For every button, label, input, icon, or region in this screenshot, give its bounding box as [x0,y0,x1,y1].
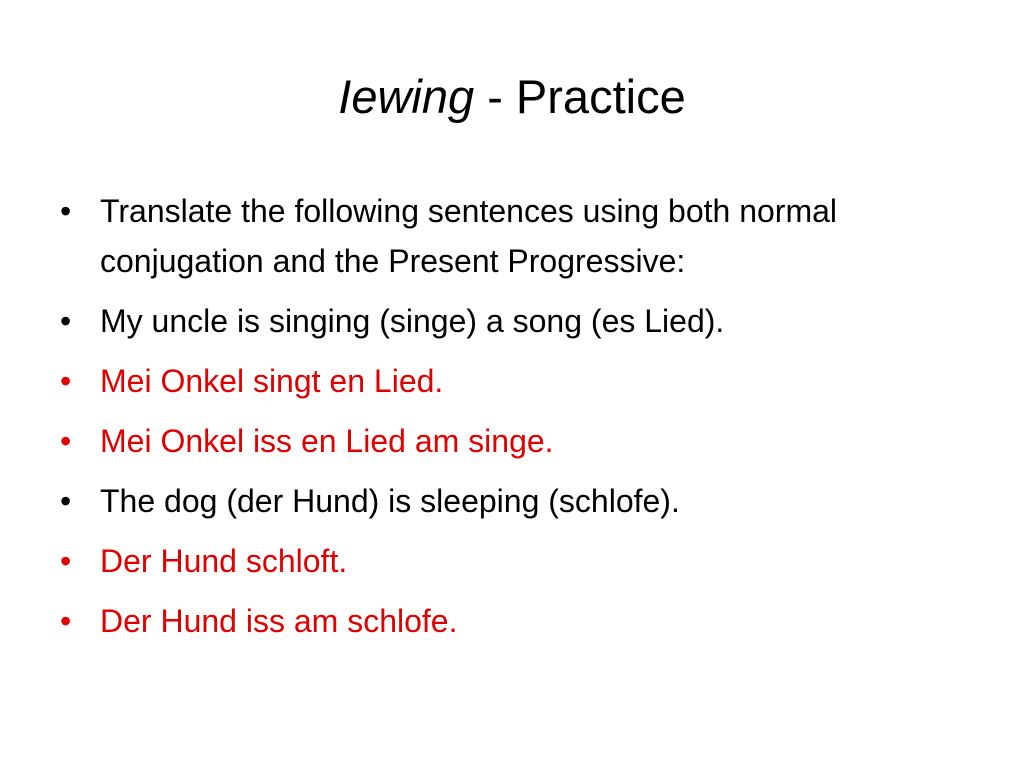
bullet-item-prompt-uncle [56,296,976,346]
bullet-item-instruction [56,186,976,286]
bullet-text: Mei Onkel singt en Lied. [100,363,444,399]
slide-title [0,62,1024,132]
bullet-text: Der Hund schloft. [100,543,348,579]
bullet-dot-icon: • [60,603,72,639]
bullet-dot-icon: • [60,423,72,459]
bullet-dot-icon: • [60,363,72,399]
bullet-item-answer-uncle-1 [56,356,976,406]
bullet-item-answer-dog-2 [56,596,976,646]
bullet-dot-icon: • [60,543,72,579]
bullet-dot-icon: • [60,303,72,339]
slide-title-rest: - Practice [474,70,686,123]
bullet-item-answer-dog-1 [56,536,976,586]
bullet-list [56,186,976,656]
bullet-text: Mei Onkel iss en Lied am singe. [100,423,554,459]
bullet-dot-icon: • [60,193,72,229]
bullet-dot-icon: • [60,483,72,519]
bullet-item-prompt-dog [56,476,976,526]
bullet-text: My uncle is singing (singe) a song (es Lied). [100,303,725,339]
slide-title-italic: Iewing [338,70,475,123]
bullet-text: The dog (der Hund) is sleeping (schlofe). [100,483,680,519]
bullet-item-answer-uncle-2 [56,416,976,466]
bullet-text: Translate the following sentences using both normal conjugation and the Present Progressive: [100,193,838,279]
bullet-text: Der Hund iss am schlofe. [100,603,458,639]
